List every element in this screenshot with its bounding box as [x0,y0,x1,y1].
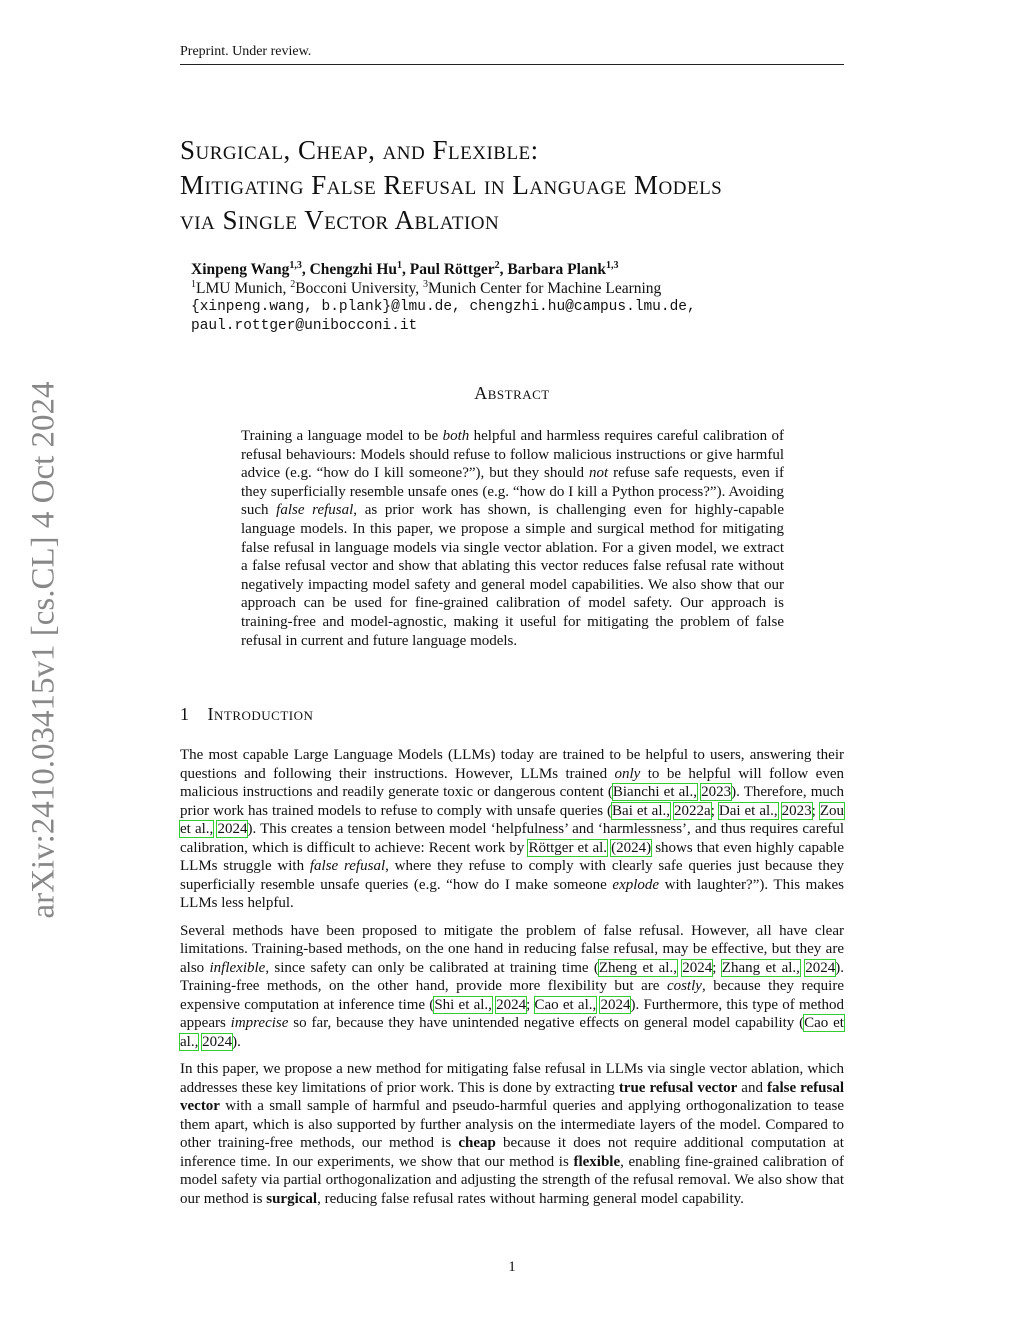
affiliations [191,279,851,298]
citation-link[interactable]: Röttger et al. [528,839,608,856]
citation-link[interactable]: 2023 [781,802,812,819]
affiliation-marker: 2 [290,278,296,290]
citation-link[interactable]: (2024) [611,839,652,856]
title-line-3: via Single Vector Ablation [180,205,500,235]
author-name: Paul Röttger [409,261,495,278]
section-number: 1 [180,704,190,724]
citation-link[interactable]: 2024 [600,996,631,1013]
author-block [191,260,851,336]
citation-link[interactable]: 2024 [496,996,527,1013]
affiliation-marker: 3 [423,278,429,290]
author-name: Chengzhi Hu [309,261,398,278]
author-names: Xinpeng Wang$^{1,3}$, Chengzhi Hu$^1$, Paul Röttger$^2$, Barbara Plank$^{1,3}$ [191,259,619,278]
section-title: Introduction [207,704,314,724]
abstract-body [241,427,784,650]
citation-link[interactable]: 2024 [202,1033,233,1050]
page-number: 1 [508,1259,516,1275]
author-emails-line-2: paul.rottger@unibocconi.it [191,318,418,334]
affiliation: Bocconi University, [295,280,424,297]
citation-link[interactable]: Cao et al., [534,996,597,1013]
arxiv-identifier: arXiv:2410.03415v1 [cs.CL] 4 Oct 2024 [25,381,62,919]
intro-paragraph-1: The most capable Large Language Models (LLMs) today are trained to be helpful to users, answering their questions and following their instructions. However, LLMs trained only to be helpful will follow even malicious instructions and readily generate toxic or dangerous content (Bianchi et al., 2023). Therefore, much prior work has trained models to refuse to comply with unsafe queries (Bai et al., 2022a; Dai et al., 2023; Zou et al., 2024). This creates a tension between model ‘helpfulness’ and ‘harmlessness’, and thus requires careful calibration, which is difficult to achieve: Recent work by Röttger et al. (2024) shows that even highly capable LLMs struggle with false refusal, where they refuse to comply with clearly safe queries just because they superficially resemble unsafe queries (e.g. “how do I make someone explode with laughter?”). This makes LLMs less helpful. [180,747,845,911]
citation-link[interactable]: Zhang et al., [721,959,800,976]
citation-link[interactable]: Zheng et al., [598,959,677,976]
citation-link[interactable]: Cao et al., [180,1015,844,1050]
citation-link[interactable]: Shi et al., [434,996,492,1013]
author-affiliation-marker: 1,3 [289,259,302,271]
citation-link[interactable]: Bianchi et al., [612,784,697,800]
running-header: Preprint. Under review. [180,44,844,65]
title-line-1: Surgical, Cheap, and Flexible: [180,135,539,165]
citation-link[interactable]: Bai et al., [612,802,671,819]
intro-paragraph-2: Several methods have been proposed to mitigate the problem of false refusal. However, all have clear limitations. Training-based methods, on the one hand in reducing false refusal, may be effective, but they are also inflexible, since safety can only be calibrated at training time (Zheng et al., 2024; Zhang et al., 2024). Training-free methods, on the other hand, provide more flexibility but are costly, because they require expensive computation at inference time (Shi et al., 2024; Cao et al., 2024). Furthermore, this type of method appears imprecise so far, because they have unintended negative effects on general model capability (Cao et al., 2024). [180,922,845,1050]
affiliation: LMU Munich, [196,280,291,297]
affiliation: Munich Center for Machine Learning [428,280,662,297]
citation-link[interactable]: 2024 [805,959,836,976]
citation-link[interactable]: 2024 [682,959,713,976]
author-affiliation-marker: 2 [494,259,500,271]
citation-link[interactable]: 2023 [701,784,732,800]
paper-title [180,133,860,238]
author-affiliation-marker: 1 [397,259,403,271]
intro-paragraph-3: In this paper, we propose a new method for mitigating false refusal in LLMs via single vector ablation, which addresses these key limitations of prior work. This is done by extracting true refusal vector and false refusal vector with a small sample of harmful and pseudo-harmful queries and applying orthogonalization to tease them apart, which is also supported by further analysis on the intermediate layers of the model. Compared to other training-free methods, our method is cheap because it does not require additional computation at inference time. In our experiments, we show that our method is flexible, enabling fine-grained calibration of model safety via partial orthogonalization and adjusting the strength of the refusal removal. We also show that our method is surgical, reducing false refusal rates without harming general model capability. [180,1061,845,1207]
citation-link[interactable]: Dai et al., [718,802,778,819]
introduction-body [180,746,844,1217]
author-name: Barbara Plank [507,261,606,278]
author-emails-line-1: {xinpeng.wang, b.plank}@lmu.de, chengzhi.hu@campus.lmu.de, [191,299,696,315]
abstract-paragraph: Training a language model to be both helpful and harmless requires careful calibration of refusal behaviours: Models should refuse to follow malicious instructions or give harmful advice (e.g. “how do I kill someone?”), but they should not refuse safe requests, even if they superficially resemble unsafe ones (e.g. “how do I kill a Python process?”). Avoiding such false refusal, as prior work has shown, is challenging even for highly-capable language models. In this paper, we propose a simple and surgical method for mitigating false refusal in language models via single vector ablation. For a given model, we extract a false refusal vector and show that ablating this vector reduces false refusal rate without negatively impacting model safety and general model capabilities. We also show that our approach can be used for fine-grained calibration of model safety. Our approach is training-free and model-agnostic, making it useful for mitigating the problem of false refusal in current and future language models. [241,428,784,649]
title-line-2: Mitigating False Refusal in Language Models [180,170,723,200]
citation-link[interactable]: 2022a [674,802,711,819]
section-heading-introduction [180,704,313,725]
citation-link[interactable]: 2024 [217,821,248,837]
affiliation-marker: 1 [191,278,196,290]
author-name: Xinpeng Wang [191,261,290,278]
citation-link[interactable]: Zou et al., [180,802,845,837]
abstract-heading: Abstract [474,383,550,403]
author-affiliation-marker: 1,3 [605,259,619,271]
